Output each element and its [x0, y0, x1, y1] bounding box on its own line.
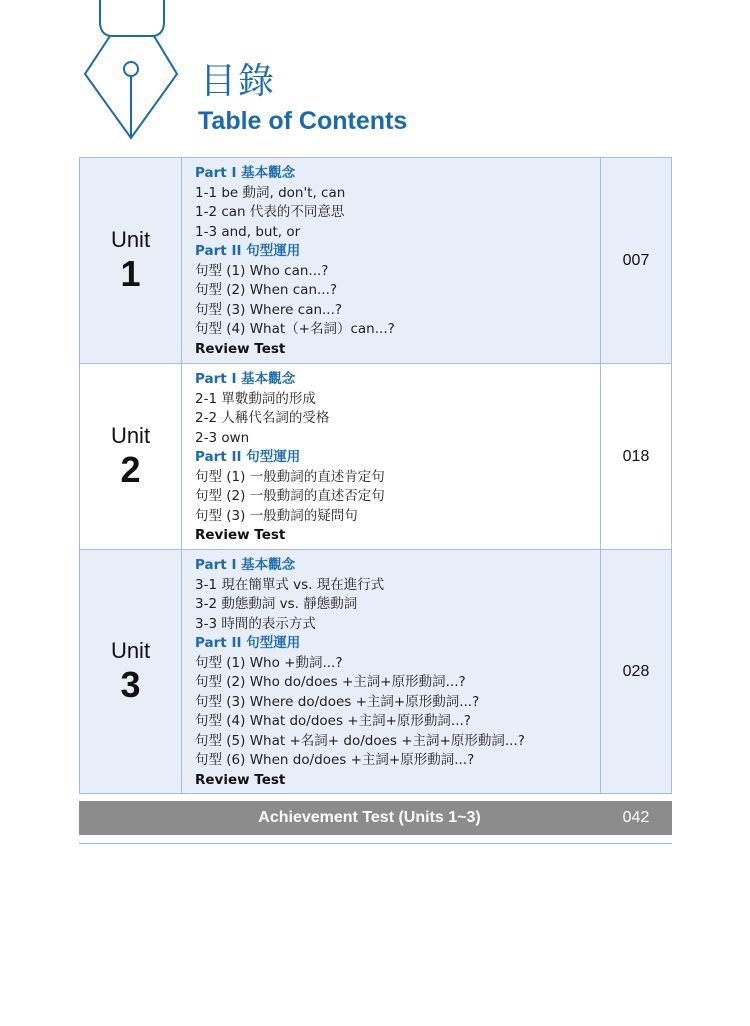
lesson-item[interactable]: 句型 (6) When do/does +主詞+原形動詞...?	[195, 752, 475, 768]
lesson-item[interactable]: 句型 (2) Who do/does +主詞+原形動詞...?	[195, 674, 466, 690]
unit-row-2[interactable]	[80, 363, 671, 549]
part-heading: Part I 基本觀念	[195, 371, 296, 387]
lesson-item[interactable]: 句型 (1) Who can...?	[195, 262, 329, 279]
lesson-item[interactable]: 句型 (1) 一般動詞的直述肯定句	[195, 468, 385, 485]
review-test-item[interactable]: Review Test	[195, 340, 286, 357]
part-heading: Part I 基本觀念	[195, 557, 296, 573]
unit-number: 3	[120, 663, 141, 705]
page-number: 018	[622, 447, 650, 465]
unit-label: Unit	[110, 637, 151, 663]
contents-table	[79, 157, 672, 794]
unit-contents	[182, 550, 601, 793]
lesson-item[interactable]: 句型 (2) When can...?	[195, 282, 338, 298]
lesson-item[interactable]: 1-2 can 代表的不同意思	[195, 204, 345, 220]
lesson-item[interactable]: 1-1 be 動詞, don't, can	[195, 184, 346, 201]
bottom-divider	[79, 843, 672, 844]
achievement-test-title: Achievement Test (Units 1~3)	[258, 809, 481, 826]
lesson-item[interactable]: 句型 (1) Who +動詞...?	[195, 654, 343, 671]
unit-cell	[80, 364, 182, 549]
lesson-item[interactable]: 句型 (4) What do/does +主詞+原形動詞...?	[195, 713, 471, 729]
fountain-pen-nib-icon	[82, 0, 182, 142]
part-heading: Part II 句型運用	[195, 635, 301, 651]
achievement-test-row[interactable]	[79, 801, 672, 835]
unit-cell	[80, 158, 182, 363]
lesson-item[interactable]: 句型 (3) Where can...?	[195, 301, 343, 318]
page-number: 007	[622, 251, 650, 269]
unit-contents	[182, 364, 601, 549]
unit-cell	[80, 550, 182, 793]
unit-contents	[182, 158, 601, 363]
page-title-chinese: 目錄	[200, 61, 277, 102]
lesson-item[interactable]: 2-3 own	[195, 429, 250, 446]
part-heading: Part II 句型運用	[195, 449, 301, 465]
lesson-item[interactable]: 句型 (3) Where do/does +主詞+原形動詞...?	[195, 693, 480, 710]
unit-label: Unit	[110, 226, 151, 252]
lesson-item[interactable]: 3-3 時間的表示方式	[195, 615, 316, 632]
unit-number: 1	[120, 252, 141, 294]
lesson-item[interactable]: 3-2 動態動詞 vs. 靜態動詞	[195, 596, 358, 612]
unit-row-3[interactable]	[80, 549, 671, 793]
review-test-item[interactable]: Review Test	[195, 771, 286, 788]
lesson-item[interactable]: 2-2 人稱代名詞的受格	[195, 410, 330, 426]
unit-row-1[interactable]	[80, 158, 671, 363]
page-number: 028	[622, 662, 650, 680]
review-test-item[interactable]: Review Test	[195, 527, 286, 543]
lesson-item[interactable]: 2-1 單數動詞的形成	[195, 390, 316, 407]
lesson-item[interactable]: 句型 (4) What（+名詞）can...?	[195, 321, 395, 337]
lesson-item[interactable]: 句型 (3) 一般動詞的疑問句	[195, 507, 358, 524]
unit-label: Unit	[110, 422, 151, 448]
part-heading: Part I 基本觀念	[195, 165, 296, 181]
page-title-english: Table of Contents	[198, 107, 408, 135]
lesson-item[interactable]: 1-3 and, but, or	[195, 223, 301, 240]
lesson-item[interactable]: 3-1 現在簡單式 vs. 現在進行式	[195, 576, 385, 593]
lesson-item[interactable]: 句型 (2) 一般動詞的直述否定句	[195, 488, 385, 504]
achievement-test-page: 042	[622, 809, 650, 826]
part-heading: Part II 句型運用	[195, 243, 301, 259]
lesson-item[interactable]: 句型 (5) What +名詞+ do/does +主詞+原形動詞...?	[195, 732, 525, 749]
unit-number: 2	[120, 448, 141, 490]
